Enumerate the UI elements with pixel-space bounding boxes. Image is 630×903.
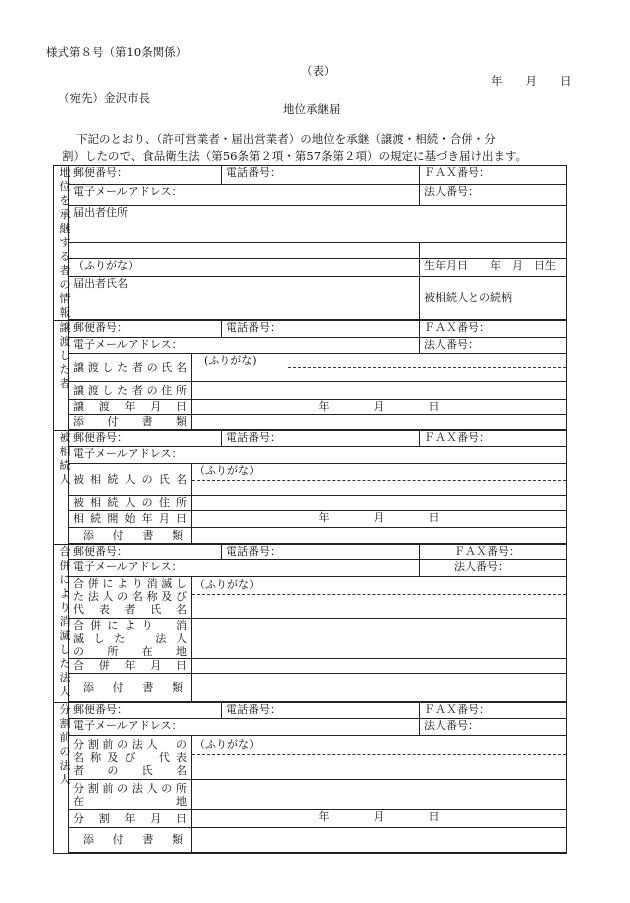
document-title: 地位承継届 [283,102,341,116]
date-field[interactable]: 年 月 日 [491,74,572,88]
successor-postal[interactable]: 郵便番号： [69,166,222,185]
decedent-furigana-line [192,480,566,481]
successor-relation[interactable]: 被相続人との続柄 [420,277,567,319]
merger-attach-label: 添 付 書 類 [69,674,192,702]
transferor-name-label: 譲渡した者の氏名 [69,354,192,382]
transferor-side-label: 譲渡した者 [54,321,69,431]
split-attach-label: 添 付 書 類 [69,828,192,853]
successor-side-label: 地位を承継する者の情報 [54,166,69,321]
successor-furigana[interactable]: （ふりがな） [69,259,420,277]
decedent-email[interactable]: 電子メールアドレス： [69,447,567,464]
merger-email[interactable]: 電子メールアドレス： [69,560,420,577]
merger-name-label: 合併により消滅し た法人の名称及び 代表者氏名 [69,577,192,619]
form-number: 様式第８号（第10条関係） [46,45,188,59]
decedent-address-cell[interactable] [192,496,567,511]
successor-address[interactable]: 届出者住所 [69,205,567,243]
merger-postal[interactable]: 郵便番号： [69,545,222,560]
decedent-name-cell[interactable] [192,464,567,496]
merger-side-label: 合併により消滅した法人 [54,545,69,703]
transferor-name-cell[interactable] [192,354,567,382]
merger-furigana-line [192,594,566,595]
transferor-corp-no[interactable]: 法人番号： [420,338,567,354]
transferor-phone[interactable]: 電話番号： [222,321,420,338]
transferor-address-label: 譲渡した者の住所 [69,382,192,400]
intro-line-2: 割）したので、食品衛生法（第56条第２項・第57条第２項）の規定に基づき届け出ます。 [62,149,528,163]
merger-attach-cell[interactable] [192,674,567,702]
merger-address-label: 合併により 消 滅した 法人 の 所 在 地 [69,619,192,659]
successor-name[interactable]: 届出者氏名 [69,277,420,319]
split-corp-no[interactable]: 法人番号： [420,719,567,736]
decedent-name-label: 被相続人の氏名 [69,464,192,496]
transferor-attach-cell[interactable] [192,415,567,430]
merger-date-cell[interactable] [192,659,567,674]
split-date-cell[interactable]: 年 月 日 [192,810,567,828]
merger-corp-no[interactable]: 法人番号： [420,560,567,577]
decedent-side-label: 被相続人 [54,431,69,545]
decedent-start-label: 相続開始年月日 [69,511,192,528]
transferor-date-label: 譲 渡 年 月 日 [69,400,192,415]
decedent-phone[interactable]: 電話番号： [222,431,420,447]
merger-furigana: （ふりがな） [194,578,260,591]
decedent-address-label: 被相続人の住所 [69,496,192,511]
split-phone[interactable]: 電話番号： [222,703,420,719]
successor-dob[interactable]: 生年月日 年 月 日生 [420,259,567,277]
merger-address-cell[interactable] [192,619,567,659]
decedent-attach-cell[interactable] [192,528,567,544]
split-furigana: （ふりがな） [194,738,260,751]
successor-fax[interactable]: ＦＡＸ番号： [420,166,567,185]
successor-phone[interactable]: 電話番号： [222,166,420,185]
split-address-cell[interactable] [192,780,567,810]
intro-text [62,131,592,165]
split-name-cell[interactable] [192,736,567,780]
split-side-label: 分割前の法人 [54,703,69,854]
decedent-postal[interactable]: 郵便番号： [69,431,222,447]
successor-dob-top [420,243,567,259]
transferor-address-cell[interactable] [192,382,567,400]
successor-email[interactable]: 電子メールアドレス： [69,185,420,206]
intro-line-1: 下記のとおり、（許可営業者・届出営業者）の地位を承継（譲渡・相続・合併・分 [76,132,496,146]
transferor-postal[interactable]: 郵便番号： [69,321,222,338]
split-date-label: 分 割 年 月 日 [69,810,192,828]
transferor-email[interactable]: 電子メールアドレス： [69,338,420,354]
merger-phone[interactable]: 電話番号： [222,545,420,560]
transferor-furigana: (ふりがな) [204,354,257,367]
split-name-label: 分割前の法人 の 名称及び 代表 者 の 氏 名 [69,736,192,780]
transferor-furigana-line [288,367,566,368]
successor-corp-no[interactable]: 法人番号： [420,185,567,206]
split-furigana-line [192,754,566,755]
transferor-date-cell[interactable]: 年 月 日 [192,400,567,415]
split-address-label: 分割前の法人の所 在 地 [69,780,192,810]
successor-address-furigana [69,243,420,259]
decedent-furigana: （ふりがな） [194,464,260,477]
merger-name-cell[interactable] [192,577,567,619]
side-label: （表） [301,64,336,78]
merger-fax[interactable]: ＦＡＸ番号： [420,545,567,560]
split-postal[interactable]: 郵便番号： [69,703,222,719]
decedent-attach-label: 添 付 書 類 [69,528,192,544]
merger-date-label: 合 併 年 月 日 [69,659,192,674]
split-email[interactable]: 電子メールアドレス： [69,719,420,736]
split-fax[interactable]: ＦＡＸ番号： [420,703,567,719]
succession-form-table [53,165,567,854]
decedent-fax[interactable]: ＦＡＸ番号： [420,431,567,447]
transferor-fax[interactable]: ＦＡＸ番号： [420,321,567,338]
addressee: （宛先）金沢市長 [58,91,150,105]
split-attach-cell[interactable] [192,828,567,853]
decedent-start-cell[interactable]: 年 月 日 [192,511,567,528]
transferor-attach-label: 添 付 書 類 [69,415,192,430]
